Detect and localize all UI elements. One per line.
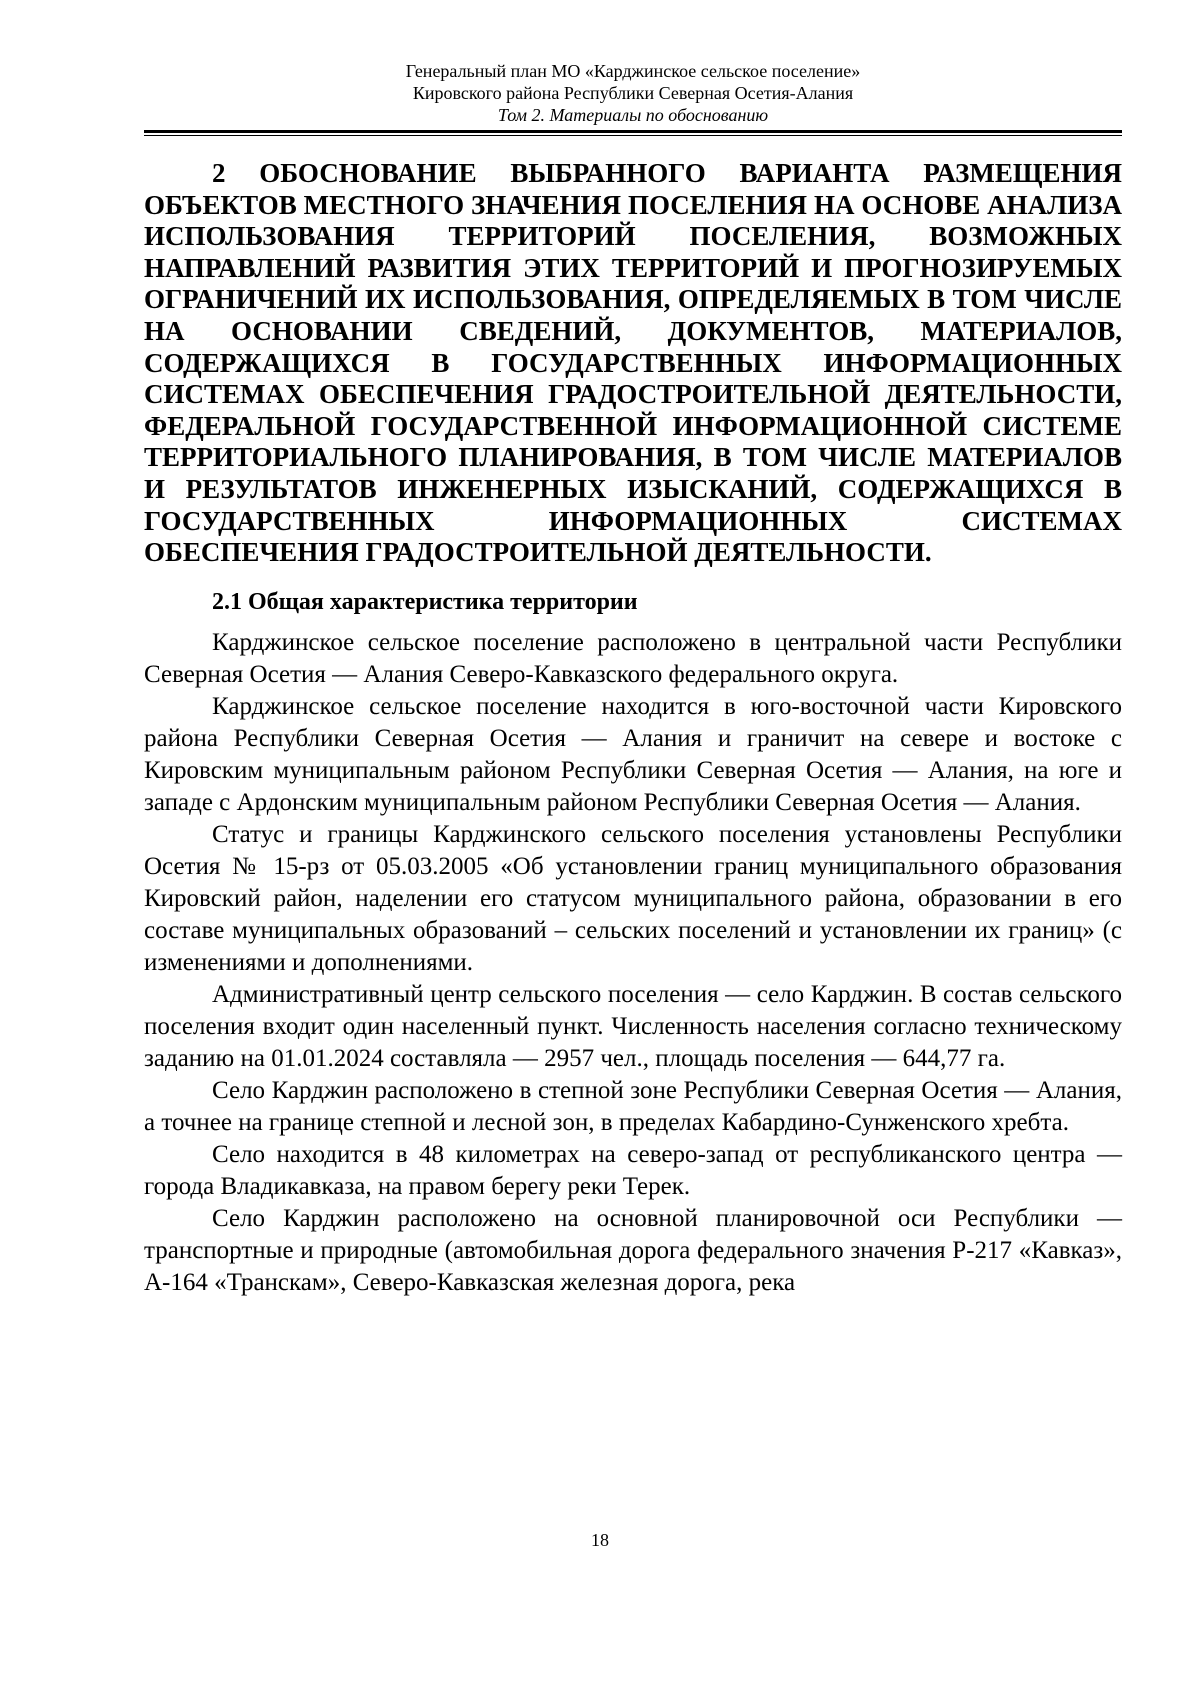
header-rule-thin: [144, 135, 1122, 136]
page-number: 18: [591, 1530, 609, 1550]
paragraph: Статус и границы Карджинского сельского поселения установлены Республики Осетия № 15-рз от 05.03.2005 «Об установлении границ муниципального образования Кировский район, наделении его статусом муниципального района, образовании в его составе муниципальных образований – сельских поселений и установлении их границ» (с изменениями и дополнениями.: [144, 820, 1122, 976]
running-header: [144, 60, 1122, 126]
paragraph: Административный центр сельского поселения — село Карджин. В состав сельского поселения входит один населенный пункт. Численность населения согласно техническому заданию на 01.01.2024 составляла — 2957 чел., площадь поселения — 644,77 га.: [144, 980, 1122, 1072]
paragraph: Карджинское сельское поселение находится в юго-восточной части Кировского района Республики Северная Осетия — Алания и граничит на севере и востоке с Кировским муниципальным районом Республики Северная Осетия — Алания, на юге и западе с Ардонским муниципальным районом Республики Северная Осетия — Алания.: [144, 692, 1122, 816]
header-line-2: Кировского района Республики Северная Осетия-Алания: [412, 83, 854, 103]
header-rule-thick: [144, 130, 1122, 133]
header-rule: [144, 130, 1122, 136]
paragraph: Село Карджин расположено в степной зоне Республики Северная Осетия — Алания, а точнее на границе степной и лесной зон, в пределах Кабардино-Сунженского хребта.: [144, 1076, 1122, 1136]
header-line-1: Генеральный план МО «Карджинское сельское поселение»: [405, 61, 861, 81]
paragraph: Карджинское сельское поселение расположено в центральной части Республики Северная Осетия — Алания Северо-Кавказского федерального округа.: [144, 628, 1122, 688]
header-line-3: Том 2. Материалы по обоснованию: [497, 105, 769, 125]
document-page: [144, 60, 1122, 1660]
paragraph: Село Карджин расположено на основной планировочной оси Республики — транспортные и природные (автомобильная дорога федерального значения Р-217 «Кавказ», А-164 «Транскам», Северо-Кавказская железная дорога, река: [144, 1204, 1122, 1296]
paragraph: Село находится в 48 километрах на северо-запад от республиканского центра — города Владикавказа, на правом берегу реки Терек.: [144, 1140, 1122, 1200]
subsection-title: 2.1 Общая характеристика территории: [212, 588, 638, 615]
body-text: [144, 627, 1122, 1299]
section-title: 2 ОБОСНОВАНИЕ ВЫБРАННОГО ВАРИАНТА РАЗМЕЩЕНИЯ ОБЪЕКТОВ МЕСТНОГО ЗНАЧЕНИЯ ПОСЕЛЕНИЯ НА ОСНОВЕ АНАЛИЗА ИСПОЛЬЗОВАНИЯ ТЕРРИТОРИЙ ПОСЕЛЕНИЯ, ВОЗМОЖНЫХ НАПРАВЛЕНИЙ РАЗВИТИЯ ЭТИХ ТЕРРИТОРИЙ И ПРОГНОЗИРУЕМЫХ ОГРАНИЧЕНИЙ ИХ ИСПОЛЬЗОВАНИЯ, ОПРЕДЕЛЯЕМЫХ В ТОМ ЧИСЛЕ НА ОСНОВАНИИ СВЕДЕНИЙ, ДОКУМЕНТОВ, МАТЕРИАЛОВ, СОДЕРЖАЩИХСЯ В ГОСУДАРСТВЕННЫХ ИНФОРМАЦИОННЫХ СИСТЕМАХ ОБЕСПЕЧЕНИЯ ГРАДОСТРОИТЕЛЬНОЙ ДЕЯТЕЛЬНОСТИ, ФЕДЕРАЛЬНОЙ ГОСУДАРСТВЕННОЙ ИНФОРМАЦИОННОЙ СИСТЕМЕ ТЕРРИТОРИАЛЬНОГО ПЛАНИРОВАНИЯ, В ТОМ ЧИСЛЕ МАТЕРИАЛОВ И РЕЗУЛЬТАТОВ ИНЖЕНЕРНЫХ ИЗЫСКАНИЙ, СОДЕРЖАЩИХСЯ В ГОСУДАРСТВЕННЫХ ИНФОРМАЦИОННЫХ СИСТЕМАХ ОБЕСПЕЧЕНИЯ ГРАДОСТРОИТЕЛЬНОЙ ДЕЯТЕЛЬНОСТИ.: [144, 158, 1122, 568]
